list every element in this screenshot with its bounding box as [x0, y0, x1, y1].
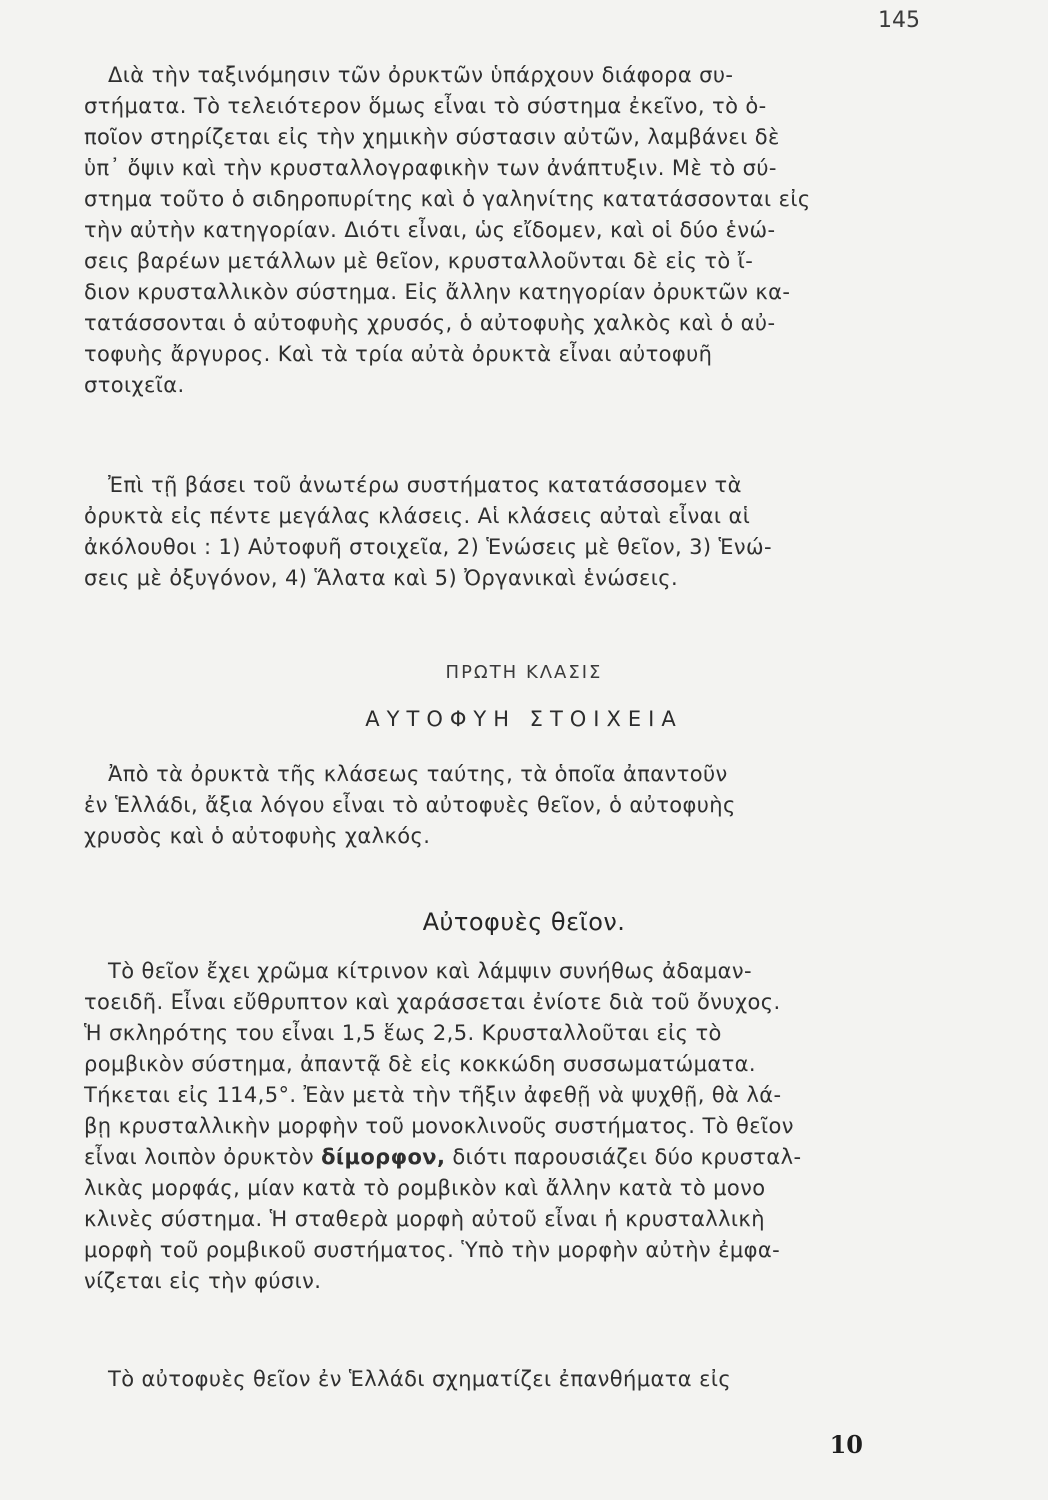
- text-line: ἀκόλουθοι : 1) Αὐτοφυῆ στοιχεῖα, 2) Ἑνώσεις μὲ θεῖον, 3) Ἑνώ-: [84, 535, 772, 559]
- text-line: ἐν Ἑλλάδι, ἄξια λόγου εἶναι τὸ αὐτοφυὲς θεῖον, ὁ αὐτοφυὴς: [84, 793, 736, 817]
- text-line: Διὰ τὴν ταξινόμησιν τῶν ὀρυκτῶν ὑπάρχουν διάφορα συ-: [108, 63, 734, 87]
- text-line-with-bold: [84, 1142, 928, 1173]
- text-line: τατάσσονται ὁ αὐτοφυὴς χρυσός, ὁ αὐτοφυὴς χαλκὸς καὶ ὁ αὐ-: [84, 311, 776, 335]
- text-line: Ἀπὸ τὰ ὀρυκτὰ τῆς κλάσεως ταύτης, τὰ ὁποῖα ἀπαντοῦν: [108, 762, 728, 786]
- text-fragment: διότι παρουσιάζει δύο κρυσταλ-: [445, 1145, 802, 1169]
- sulfur-heading: Αὐτοφυὲς θεῖον.: [422, 908, 626, 936]
- first-class-title: ΠΡΩΤΗ ΚΛΑΣΙΣ: [445, 662, 603, 683]
- text-line: Ἐπὶ τῇ βάσει τοῦ ἀνωτέρω συστήματος κατατάσσομεν τὰ: [108, 473, 742, 497]
- text-line: ποῖον στηρίζεται εἰς τὴν χημικὴν σύστασιν αὐτῶν, λαμβάνει δὲ: [84, 125, 780, 149]
- text-line: λικὰς μορφάς, μίαν κατὰ τὸ ρομβικὸν καὶ ἄλλην κατὰ τὸ μονο: [84, 1176, 766, 1200]
- first-class-paragraph: [84, 759, 928, 852]
- first-class-subtitle: ΑΥΤΟΦΥΗ ΣΤΟΙΧΕΙΑ: [365, 707, 683, 731]
- text-line: μορφὴ τοῦ ρομβικοῦ συστήματος. Ὑπὸ τὴν μορφὴν αὐτὴν ἐμφα-: [84, 1238, 781, 1262]
- text-line: σεις μὲ ὀξυγόνον, 4) Ἅλατα καὶ 5) Ὀργανικαὶ ἑνώσεις.: [84, 566, 679, 590]
- text-line: Τὸ αὐτοφυὲς θεῖον ἐν Ἑλλάδι σχηματίζει ἐπανθήματα εἰς: [108, 1367, 732, 1391]
- text-line: τὴν αὐτὴν κατηγορίαν. Διότι εἶναι, ὡς εἴδομεν, καὶ οἱ δύο ἑνώ-: [84, 218, 776, 242]
- text-line: χρυσὸς καὶ ὁ αὐτοφυὴς χαλκός.: [84, 824, 431, 848]
- page-number-top: 145: [878, 8, 920, 33]
- text-line: στημα τοῦτο ὁ σιδηροπυρίτης καὶ ὁ γαληνίτης κατατάσσονται εἰς: [84, 187, 811, 211]
- text-line: νίζεται εἰς τὴν φύσιν.: [84, 1269, 322, 1293]
- text-line: Τὸ θεῖον ἔχει χρῶμα κίτρινον καὶ λάμψιν συνήθως ἀδαμαν-: [108, 959, 752, 983]
- text-line: στοιχεῖα.: [84, 373, 185, 397]
- text-line: Τήκεται εἰς 114,5°. Ἐὰν μετὰ τὴν τῆξιν ἀφεθῇ νὰ ψυχθῇ, θὰ λά-: [84, 1083, 782, 1107]
- text-line: ὑπ᾽ ὄψιν καὶ τὴν κρυσταλλογραφικὴν των ἀνάπτυξιν. Μὲ τὸ σύ-: [84, 156, 777, 180]
- classification-paragraph: [84, 470, 928, 594]
- intro-paragraph: [84, 60, 928, 401]
- page-number-bottom: 10: [829, 1430, 863, 1459]
- text-line: τοειδῆ. Εἶναι εὔθρυπτον καὶ χαράσσεται ἐνίοτε διὰ τοῦ ὄνυχος.: [84, 990, 781, 1014]
- text-line: ὀρυκτὰ εἰς πέντε μεγάλας κλάσεις. Αἱ κλάσεις αὐταὶ εἶναι αἱ: [84, 504, 751, 528]
- bold-term: δίμορφον,: [321, 1145, 446, 1169]
- text-line: κλινὲς σύστημα. Ἡ σταθερὰ μορφὴ αὐτοῦ εἶναι ἡ κρυσταλλικὴ: [84, 1207, 765, 1231]
- text-line: διον κρυσταλλικὸν σύστημα. Εἰς ἄλλην κατηγορίαν ὀρυκτῶν κα-: [84, 280, 791, 304]
- final-paragraph-start: [84, 1364, 928, 1395]
- text-line: τοφυὴς ἄργυρος. Καὶ τὰ τρία αὐτὰ ὀρυκτὰ εἶναι αὐτοφυῆ: [84, 342, 713, 366]
- text-line: σεις βαρέων μετάλλων μὲ θεῖον, κρυσταλλοῦνται δὲ εἰς τὸ ἴ-: [84, 249, 754, 273]
- sulfur-paragraph: [84, 956, 928, 1297]
- text-line: βῃ κρυσταλλικὴν μορφὴν τοῦ μονοκλινοῦς συστήματος. Τὸ θεῖον: [84, 1114, 794, 1138]
- text-line: ρομβικὸν σύστημα, ἀπαντᾷ δὲ εἰς κοκκώδη συσσωματώματα.: [84, 1052, 756, 1076]
- text-line: Ἡ σκληρότης του εἶναι 1,5 ἕως 2,5. Κρυσταλλοῦται εἰς τὸ: [84, 1021, 722, 1045]
- text-line: στήματα. Τὸ τελειότερον ὅμως εἶναι τὸ σύστημα ἐκεῖνο, τὸ ὁ-: [84, 94, 767, 118]
- text-fragment: εἶναι λοιπὸν ὀρυκτὸν: [84, 1145, 322, 1169]
